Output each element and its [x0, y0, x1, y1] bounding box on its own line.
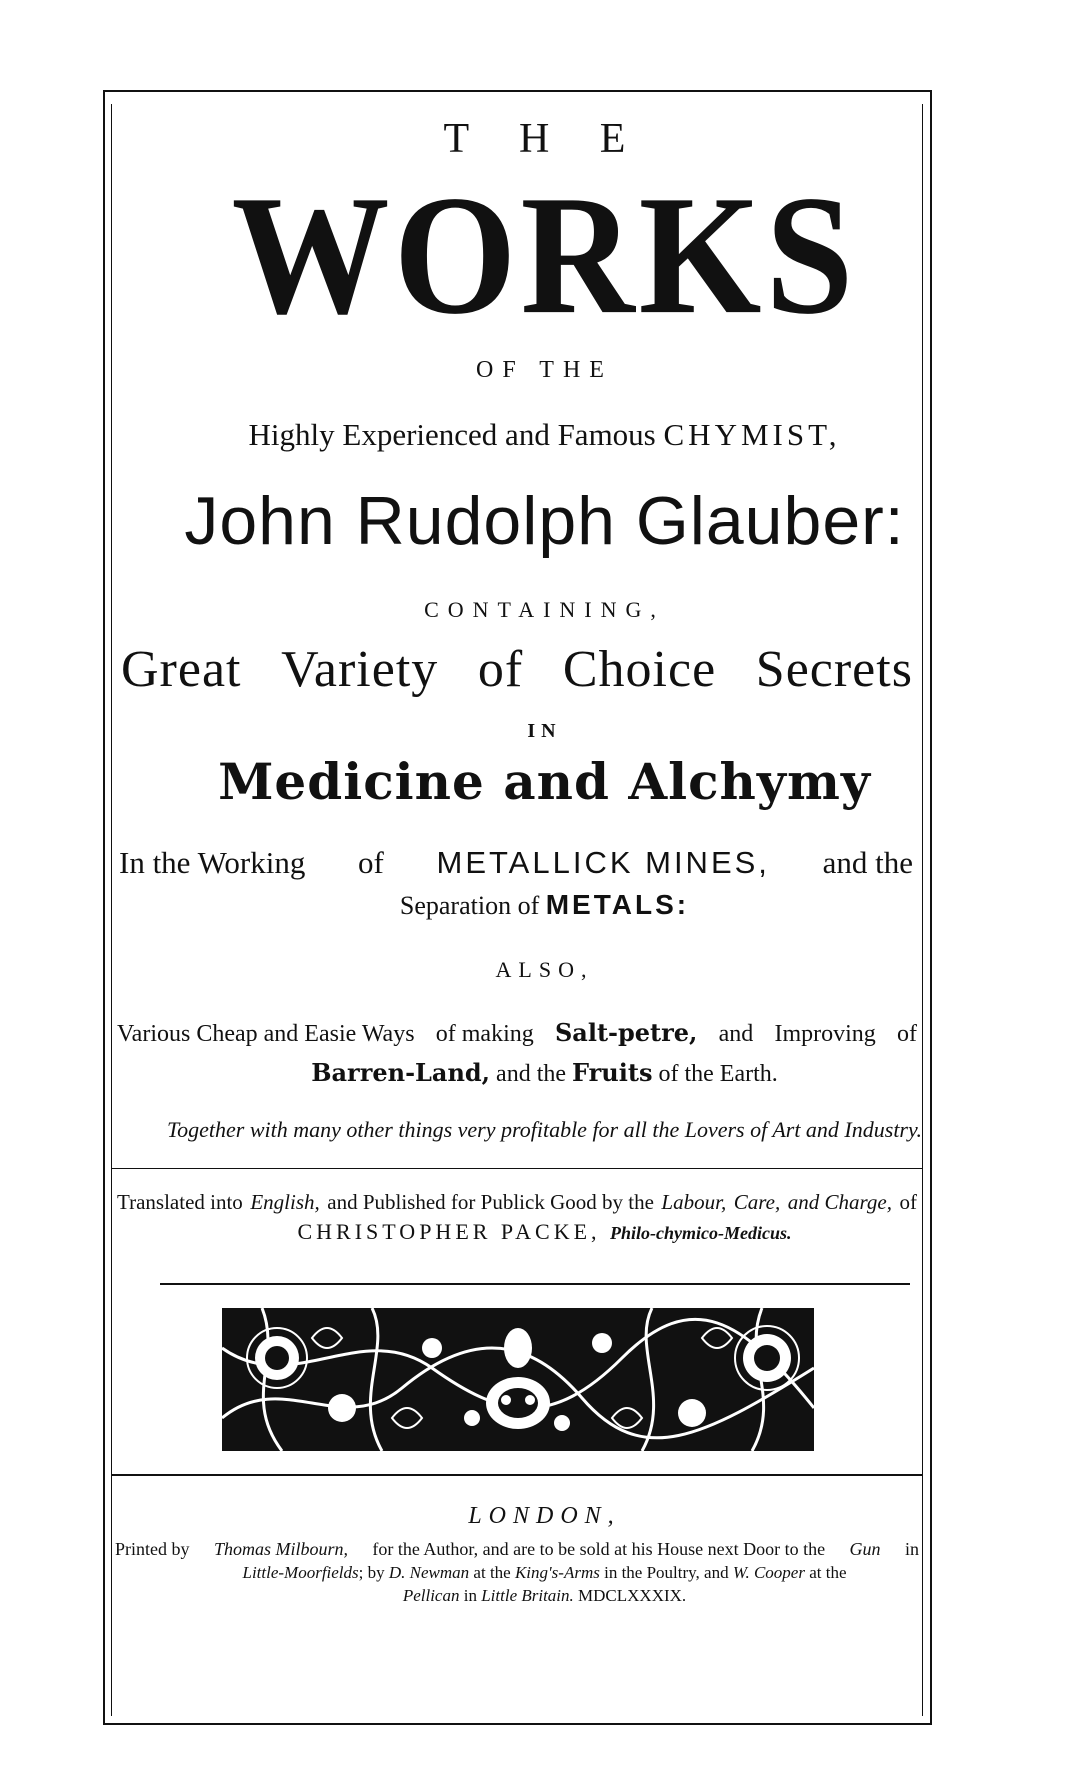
title-of-the: OF THE [476, 357, 613, 383]
imprint-line-1: Printed by Thomas Milbourn, for the Author, and are to be sold at his House next Door to the Gun in [115, 1539, 919, 1559]
imprint-line-2: Little-Moorfields; by D. Newman at the King's-Arms in the Poultry, and W. Cooper at the [242, 1563, 847, 1582]
barren-land-line: Barren-Land, and the Fruits of the Earth. [311, 1058, 778, 1087]
author-name: John Rudolph Glauber: [184, 483, 905, 559]
together-line: Together with many other things very profitable for all the Lovers of Art and Industry. [166, 1117, 923, 1142]
separation-line: Separation of METALS: [399, 889, 690, 920]
divider-2 [160, 1283, 910, 1285]
containing-label: CONTAINING, [424, 597, 665, 622]
various-line: Various Cheap and Easie Ways of making Salt-petre, and Improving of [117, 1018, 917, 1047]
translator-line: CHRISTOPHER PACKE, Philo-chymico-Medicus. [297, 1219, 792, 1244]
title-the: T H E [443, 116, 646, 162]
medicine-alchymy: Medicine and Alchymy [218, 752, 871, 811]
divider-3 [111, 1474, 923, 1476]
also-label: ALSO, [495, 957, 594, 982]
great-variety-line: Great Variety of Choice Secrets [121, 641, 913, 698]
metallick-line: In the Working of METALLICK MINES, and the [119, 845, 913, 880]
subtitle-highly: Highly Experienced and Famous CHYMIST, [248, 417, 841, 452]
imprint-line-3: Pellican in Little Britain. MDCLXXXIX. [402, 1586, 687, 1605]
divider-1 [111, 1168, 923, 1169]
translated-line: Translated into English, and Published for Publick Good by the Labour, Care, and Charge, of [117, 1190, 917, 1214]
in-label: IN [527, 720, 562, 742]
ornament-image [222, 1308, 814, 1451]
title-works: WORKS [231, 160, 858, 350]
floral-ornament-icon [222, 1308, 814, 1451]
imprint-city: LONDON, [468, 1503, 621, 1529]
